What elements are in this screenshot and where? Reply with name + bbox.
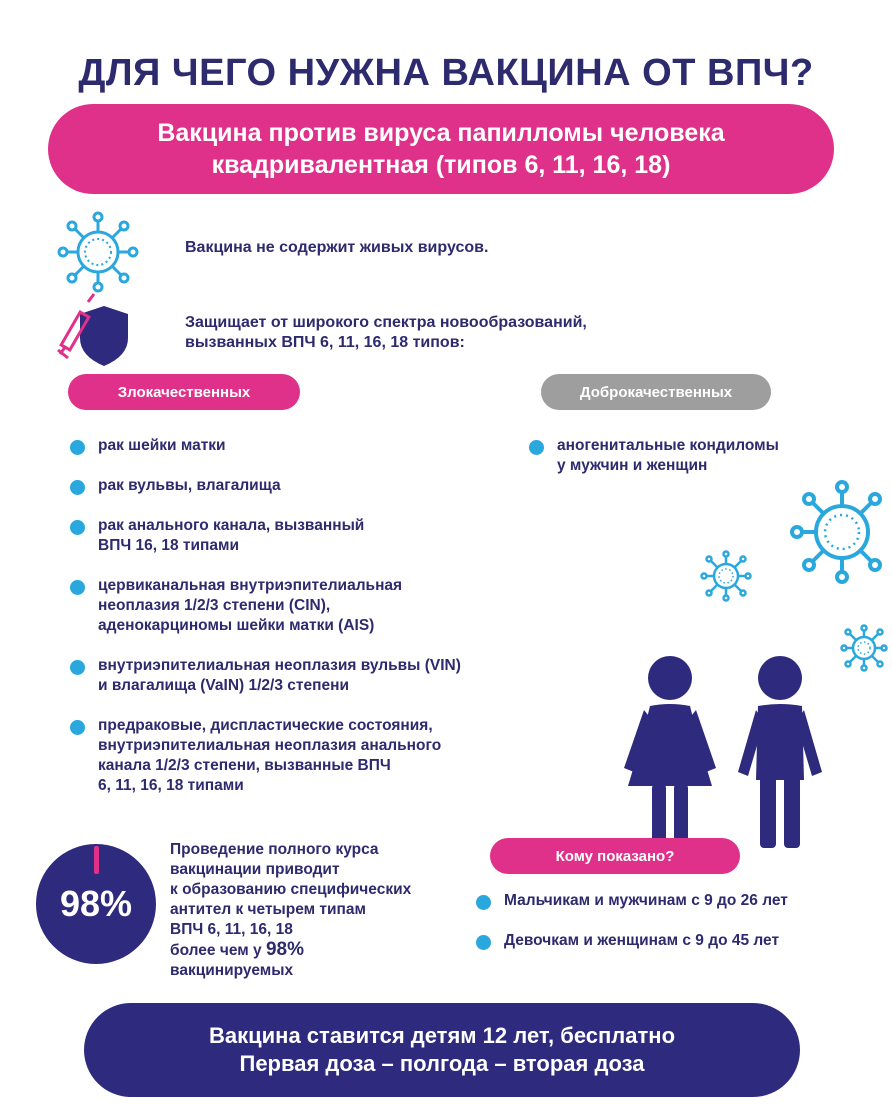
malignant-item-text: цервиканальная внутриэпителиальная неоплазия 1/2/3 степени (CIN), аденокарциномы шейки матки (AIS) [98,577,403,634]
malignant-item [70,476,281,496]
malignant-label: Злокачественных [68,374,300,410]
malignant-item [70,436,226,456]
efficacy-percent: 98% [265,939,304,960]
efficacy-prefix: более чем у [170,942,266,959]
efficacy-line [170,940,411,961]
percent-value: 98% [59,883,133,924]
efficacy-line: вакцинируемых [170,962,294,979]
bullet-dot [70,720,85,735]
malignant-item [70,656,461,696]
benign-item-text: аногенитальные кондиломы у мужчин и женщин [557,437,779,474]
bullet-dot [70,480,85,495]
virus-icon-small [700,550,752,602]
efficacy-line: Проведение полного курса [170,841,379,858]
schedule-line-2: Первая доза – полгода – вторая доза [239,1051,645,1076]
vaccine-name-banner [48,104,834,194]
benign-item [529,436,779,476]
efficacy-line: ВПЧ 6, 11, 16, 18 [170,921,293,938]
benign-label: Доброкачественных [541,374,771,410]
virus-icon-large [788,480,892,584]
syringe-shield-icon [56,292,132,368]
indication-item-text: Девочкам и женщинам с 9 до 45 лет [504,932,780,949]
efficacy-text [170,840,411,981]
malignant-item-text: рак шейки матки [98,437,226,454]
indication-item-text: Мальчикам и мужчинам с 9 до 26 лет [504,892,788,909]
malignant-item-text: предраковые, диспластические состояния, внутриэпителиальная неоплазия анального канала 1/2/3 степени, вызванные ВПЧ 6, 11, 16, 18 типами [98,717,442,794]
schedule-line-1: Вакцина ставится детям 12 лет, бесплатно [208,1023,676,1048]
schedule-banner [84,1003,800,1097]
virus-icon-small [840,624,888,672]
malignant-item [70,516,364,556]
indication-item [476,931,779,951]
malignant-item [70,716,441,796]
bullet-dot [70,580,85,595]
efficacy-line: вакцинации приводит [170,861,340,878]
banner-line-2: квадривалентная (типов 6, 11, 16, 18) [211,151,671,179]
protects-line-1: Защищает от широкого спектра новообразований, [185,314,587,331]
protects-text [185,313,587,353]
malignant-item [70,576,402,636]
efficacy-line: антител к четырем типам [170,901,366,918]
bullet-dot [70,440,85,455]
man-figure-icon [730,656,830,848]
virus-icon [58,212,138,292]
malignant-item-text: рак анального канала, вызванный ВПЧ 16, 18 типами [98,517,365,554]
woman-figure-icon [620,656,720,848]
bullet-dot [476,895,491,910]
bullet-dot [70,660,85,675]
protects-line-2: вызванных ВПЧ 6, 11, 16, 18 типов: [185,334,465,351]
indication-label: Кому показано? [490,838,740,874]
bullet-dot [529,440,544,455]
banner-line-1: Вакцина против вируса папилломы человека [157,119,725,147]
efficacy-line: к образованию специфических [170,881,412,898]
bullet-dot [70,520,85,535]
page-title: ДЛЯ ЧЕГО НУЖНА ВАКЦИНА ОТ ВПЧ? [78,52,814,94]
indication-item [476,891,788,911]
percent-tick [94,846,99,874]
malignant-item-text: рак вульвы, влагалища [98,477,281,494]
malignant-item-text: внутриэпителиальная неоплазия вульвы (VIN) и влагалища (VaIN) 1/2/3 степени [98,657,461,694]
bullet-dot [476,935,491,950]
no-live-virus-text: Вакцина не содержит живых вирусов. [185,239,489,256]
